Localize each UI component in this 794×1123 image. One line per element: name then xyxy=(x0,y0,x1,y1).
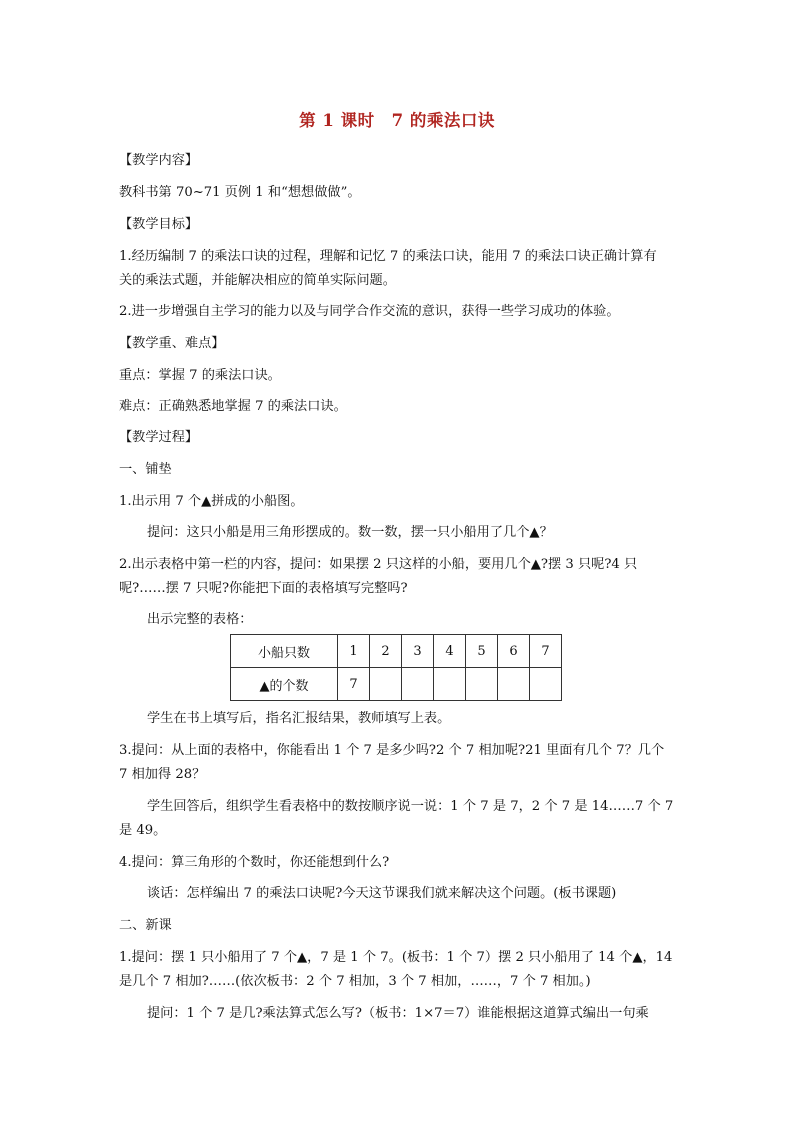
table-cell: 5 xyxy=(466,635,498,668)
table-cell: 2 xyxy=(370,635,402,668)
boat-triangle-table xyxy=(230,634,562,701)
after-table-note: 学生在书上填写后，指名汇报结果，教师填写上表。 xyxy=(147,711,451,726)
table-cell: 3 xyxy=(402,635,434,668)
heading-process: 【教学过程】 xyxy=(119,430,199,445)
table-row xyxy=(231,635,562,668)
table-cell: 1 xyxy=(338,635,370,668)
heading-content: 【教学内容】 xyxy=(119,153,199,168)
difficult-point: 难点：正确熟悉地掌握 7 的乘法口诀。 xyxy=(119,399,347,414)
new-1-line-3: 提问：1 个 7 是几?乘法算式怎么写?（板书：1×7＝7）谁能根据这道算式编出一句乘 xyxy=(147,1006,649,1021)
goal-1-line-1: 1.经历编制 7 的乘法口诀的过程，理解和记忆 7 的乘法口诀，能用 7 的乘法口诀正确计算有 xyxy=(119,249,657,264)
table-cell xyxy=(370,668,402,701)
goal-1-line-2: 关的乘法式题，并能解决相应的简单实际问题。 xyxy=(119,273,396,288)
step-2-line-2: 呢?……摆 7 只呢?你能把下面的表格填写完整吗? xyxy=(119,581,408,596)
new-1-line-2: 是几个 7 相加?……(依次板书：2 个 7 相加，3 个 7 相加，……，7 个 7 相加。) xyxy=(119,974,591,989)
table-header-triangles: ▲的个数 xyxy=(231,668,338,701)
step-3-line-4: 是 49。 xyxy=(119,823,167,838)
step-2-table-intro: 出示完整的表格： xyxy=(147,612,253,627)
table-cell: 4 xyxy=(434,635,466,668)
goal-2: 2.进一步增强自主学习的能力以及与同学合作交流的意识，获得一些学习成功的体验。 xyxy=(119,304,620,319)
step-3-line-1: 3.提问：从上面的表格中，你能看出 1 个 7 是多少吗?2 个 7 相加呢?21 里面有几个 7？几个 xyxy=(119,743,665,758)
step-4: 4.提问：算三角形的个数时，你还能想到什么? xyxy=(119,855,390,870)
new-1-line-1: 1.提问：摆 1 只小船用了 7 个▲，7 是 1 个 7。(板书：1 个 7）摆 2 只小船用了 14 个▲，14 xyxy=(119,950,673,965)
step-2-line-1: 2.出示表格中第一栏的内容，提问：如果摆 2 只这样的小船，要用几个▲?摆 3 只呢?4 只 xyxy=(119,557,638,572)
table-cell: 6 xyxy=(498,635,530,668)
table-cell xyxy=(402,668,434,701)
section-2-heading: 二、新课 xyxy=(119,918,172,933)
step-1: 1.出示用 7 个▲拼成的小船图。 xyxy=(119,494,304,509)
table-cell xyxy=(530,668,562,701)
heading-goal: 【教学目标】 xyxy=(119,217,199,232)
section-1-heading: 一、铺垫 xyxy=(119,462,172,477)
key-point: 重点：掌握 7 的乘法口诀。 xyxy=(119,368,281,383)
heading-key-points: 【教学重、难点】 xyxy=(119,336,225,351)
table-cell xyxy=(466,668,498,701)
content-text: 教科书第 70~71 页例 1 和“想想做做”。 xyxy=(119,185,361,200)
table-row xyxy=(231,668,562,701)
step-3-line-3: 学生回答后，组织学生看表格中的数按顺序说一说：1 个 7 是 7，2 个 7 是 14……7 个 7 xyxy=(147,799,674,814)
table-cell xyxy=(434,668,466,701)
lesson-title: 第 1 课时 7 的乘法口诀 xyxy=(299,111,495,130)
table-cell xyxy=(498,668,530,701)
step-4-talk: 谈话：怎样编出 7 的乘法口诀呢?今天这节课我们就来解决这个问题。(板书课题) xyxy=(147,886,617,901)
table-cell: 7 xyxy=(530,635,562,668)
step-1-question: 提问：这只小船是用三角形摆成的。数一数，摆一只小船用了几个▲？ xyxy=(147,525,553,540)
table-cell: 7 xyxy=(338,668,370,701)
step-3-line-2: 7 相加得 28？ xyxy=(119,767,206,782)
table-header-boats: 小船只数 xyxy=(231,635,338,668)
